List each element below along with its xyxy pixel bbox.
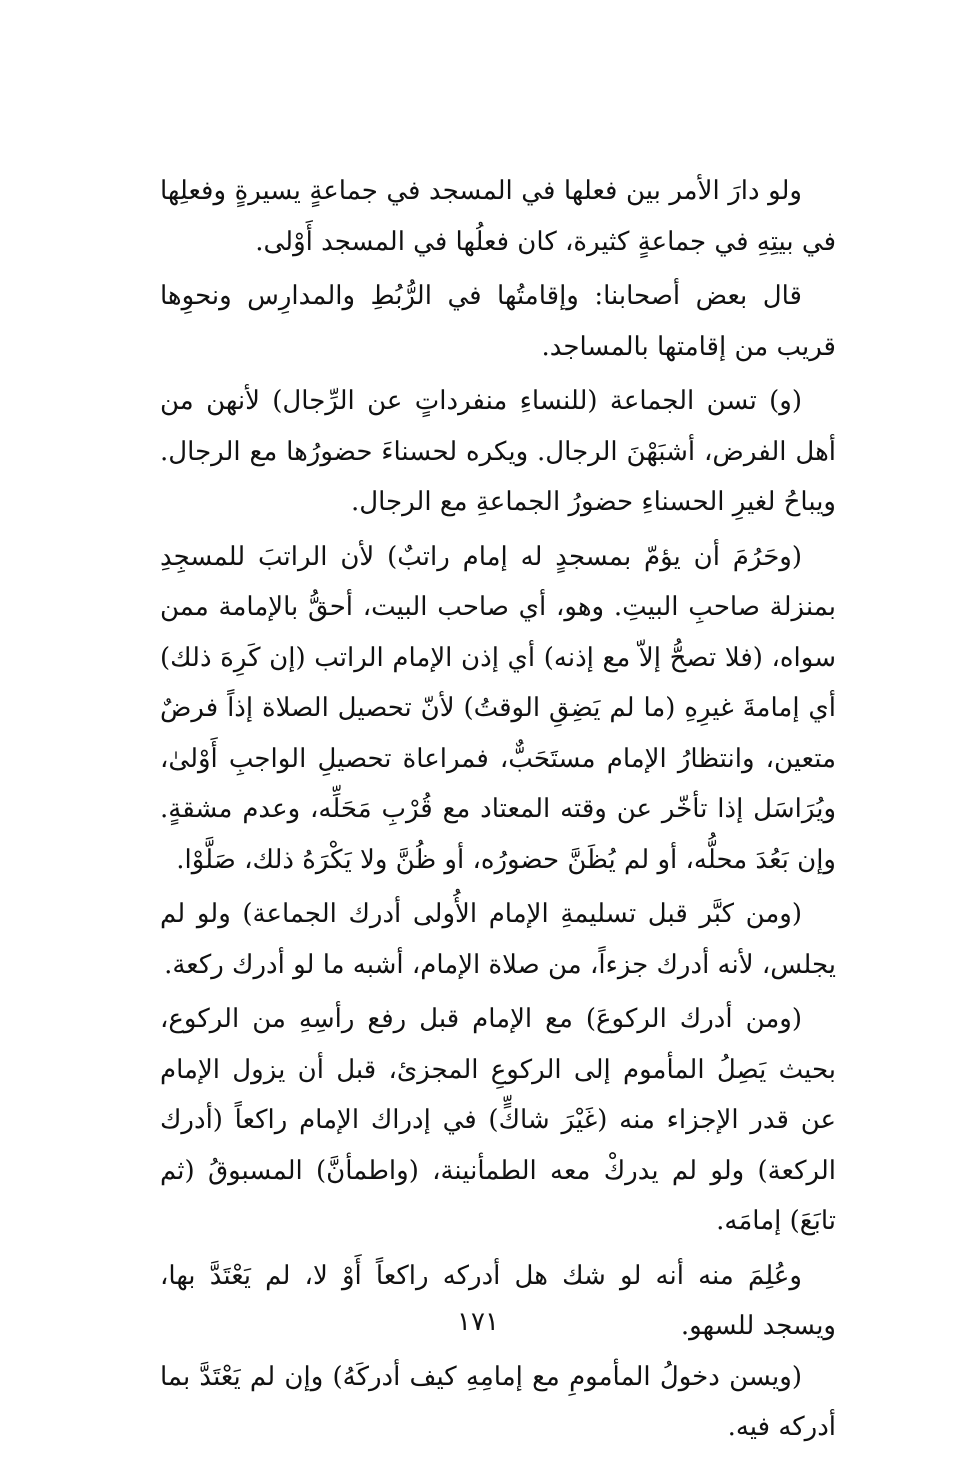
paragraph: وعُلِمَ منه أنه لو شك هل أدركه راكعاً أَوْ لا، لم يَعْتَدَّ بها، ويسجد للسهو. <box>160 1260 836 1341</box>
paragraph: (ويسن دخولُ المأمومِ مع إمامِهِ كيف أدركَهُ) وإن لم يَعْتَدَّ بما أدركه فيه. <box>160 1361 836 1442</box>
body-text <box>160 166 836 1453</box>
paragraph: (ومن أدرك الركوعَ) مع الإمام قبل رفع رأسِهِ من الركوع، بحيث يَصِلُ المأموم إلى الركوعِ المجزئ، قبل أن يزول الإمام عن قدر الإجزاء منه (غَيْرَ شاكٍّ) في إدراك الإمام راكعاً (أدرك الركعة) ولو لم يدركْ معه الطمأنينة، (واطمأنَّ) المسبوقُ (ثم تابَعَ) إمامَه. <box>160 1004 836 1236</box>
paragraph: ولو دارَ الأمر بين فعلها في المسجد في جماعةٍ يسيرةٍ وفعلِها في بيتِهِ في جماعةٍ كثيرة، كان فعلُها في المسجد أَوْلى. <box>160 176 836 257</box>
paragraph: (ومن كبَّر قبل تسليمةِ الإمام الأُولى أدرك الجماعة) ولو لم يجلس، لأنه أدرك جزءاً، من صلاة الإمام، أشبه ما لو أدرك ركعة. <box>160 899 836 980</box>
paragraph: (وحَرُمَ أن يؤمّ بمسجدٍ له إمام راتبٌ) لأن الراتبَ للمسجِدِ بمنزلة صاحبِ البيتِ. وهو، أي صاحب البيت، أحقُّ بالإمامة ممن سواه، (فلا تصحُّ إلاّ مع إذنه) أي إذن الإمام الراتب (إن كَرِهَ ذلك) أي إمامةَ غيرِهِ (ما لم يَضِقِ الوقتُ) لأنّ تحصيل الصلاة إذاً فرضٌ متعين، وانتظارُ الإمام مستَحَبٌّ، فمراعاة تحصيلِ الواجبِ أَوْلىٰ، ويُرَاسَل إذا تأخّر عن وقته المعتاد مع قُرْبِ مَحَلِّه، وعدم مشقةٍ. وإن بَعُدَ محلُّه، أو لم يُظَنَّ حضورُه، أو ظُنَّ ولا يَكْرَهُ ذلك، صَلَّوْا. <box>160 541 836 875</box>
paragraph: (و) تسن الجماعة (للنساءِ منفرداتٍ عن الرِّجال) لأنهن من أهل الفرض، أشبَهْنَ الرجال. ويكره لحسناءَ حضورُها مع الرجال. ويباحُ لغيرِ الحسناءِ حضورُ الجماعةِ مع الرجال. <box>160 386 836 517</box>
page-number: ١٧١ <box>457 1307 499 1337</box>
paragraph: قال بعض أصحابنا: وإقامتُها في الرُّبُطِ والمدارِس ونحوِها قريب من إقامتها بالمساجد. <box>160 281 836 362</box>
